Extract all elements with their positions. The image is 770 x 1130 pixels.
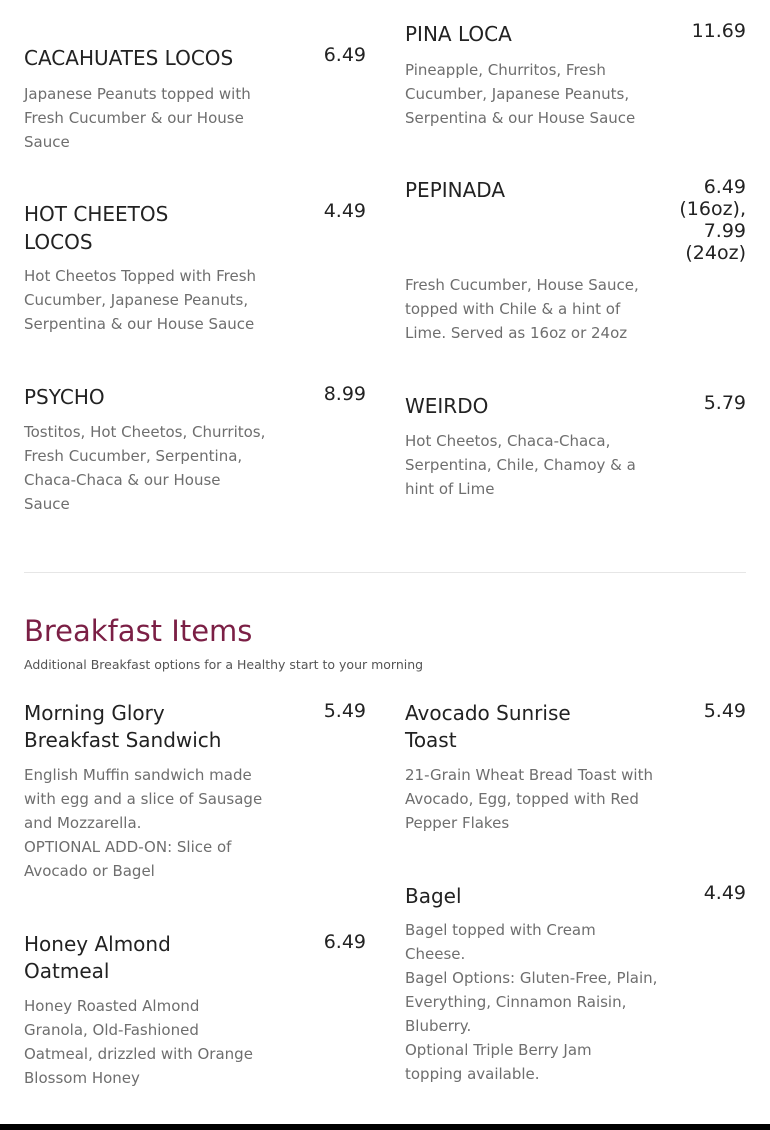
- item-name: PINA LOCA: [405, 22, 512, 46]
- item-price: 11.69: [691, 20, 746, 42]
- menu-item-hot-cheetos-locos: [24, 200, 366, 350]
- item-description: 21-Grain Wheat Bread Toast with Avocado, Egg, topped with Red Pepper Flakes: [405, 766, 653, 832]
- item-price: 4.49: [703, 882, 746, 904]
- item-name: Avocado Sunrise Toast: [405, 701, 571, 752]
- item-name: Morning Glory Breakfast Sandwich: [24, 701, 222, 752]
- item-description: Bagel topped with Cream Cheese. Bagel Options: Gluten-Free, Plain, Everything, Cinnamon Raisin, Bluberry. Optional Triple Berry Jam topping available.: [405, 921, 658, 1083]
- item-description: Honey Roasted Almond Granola, Old-Fashioned Oatmeal, drizzled with Orange Blossom Honey: [24, 997, 253, 1087]
- menu-item-morning-glory: [24, 700, 366, 890]
- menu-item-psycho: [24, 383, 366, 533]
- item-name: HOT CHEETOS LOCOS: [24, 202, 169, 254]
- item-name: WEIRDO: [405, 394, 489, 418]
- item-price: 5.79: [703, 392, 746, 414]
- item-price: 5.49: [323, 700, 366, 722]
- menu-item-pina-loca: [405, 20, 746, 140]
- menu-item-cacahuates-locos: [24, 44, 366, 164]
- item-price: 4.49: [323, 200, 366, 222]
- menu-item-honey-almond-oatmeal: [24, 931, 366, 1096]
- item-price: 5.49: [703, 700, 746, 722]
- item-price: 6.49: [323, 44, 366, 66]
- item-description: Japanese Peanuts topped with Fresh Cucumber & our House Sauce: [24, 85, 251, 151]
- item-description: Pineapple, Churritos, Fresh Cucumber, Japanese Peanuts, Serpentina & our House Sauce: [405, 61, 636, 127]
- item-description: English Muffin sandwich made with egg and a slice of Sausage and Mozzarella. OPTIONAL ADD-ON: Slice of Avocado or Bagel: [24, 766, 263, 880]
- menu-item-pepinada: [405, 176, 746, 351]
- item-name: PSYCHO: [24, 385, 105, 409]
- item-name: Honey Almond Oatmeal: [24, 932, 171, 983]
- item-description: Tostitos, Hot Cheetos, Churritos, Fresh Cucumber, Serpentina, Chaca-Chaca & our House Sauce: [24, 423, 266, 513]
- section-title: Breakfast Items: [24, 614, 253, 648]
- item-name: CACAHUATES LOCOS: [24, 46, 234, 70]
- item-price: 6.49 (16oz), 7.99 (24oz): [679, 176, 746, 264]
- item-description: Hot Cheetos Topped with Fresh Cucumber, Japanese Peanuts, Serpentina & our House Sauce: [24, 267, 257, 333]
- menu-item-weirdo: [405, 392, 746, 512]
- item-price: 8.99: [323, 383, 366, 405]
- item-name: Bagel: [405, 884, 462, 908]
- menu-item-bagel: [405, 882, 746, 1092]
- item-price: 6.49: [323, 931, 366, 953]
- section-divider: [24, 572, 746, 573]
- bottom-edge-bar: [0, 1124, 770, 1130]
- menu-item-avocado-sunrise-toast: [405, 700, 746, 840]
- item-description: Fresh Cucumber, House Sauce, topped with Chile & a hint of Lime. Served as 16oz or 24oz: [405, 276, 639, 342]
- item-name: PEPINADA: [405, 178, 506, 202]
- item-description: Hot Cheetos, Chaca-Chaca, Serpentina, Chile, Chamoy & a hint of Lime: [405, 432, 636, 498]
- section-subtitle: Additional Breakfast options for a Healthy start to your morning: [24, 657, 424, 672]
